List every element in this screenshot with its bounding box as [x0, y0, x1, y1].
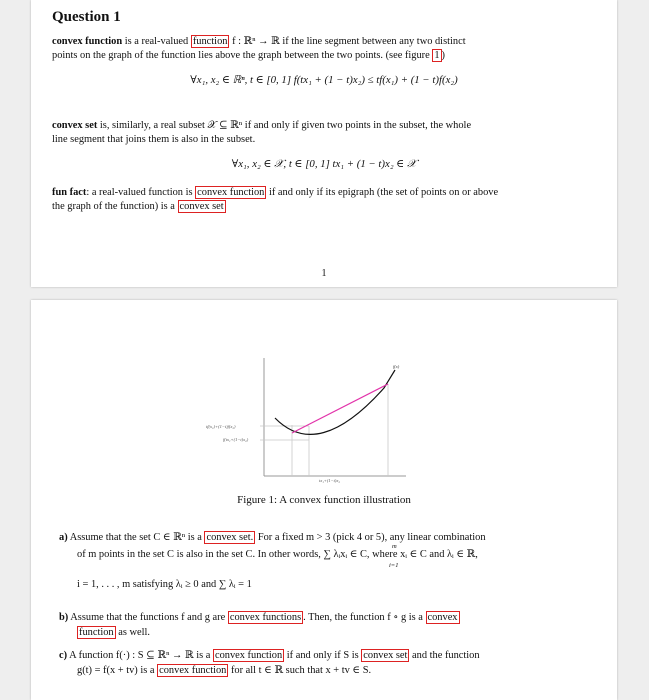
fun-fact-term: fun fact	[52, 187, 87, 198]
convex-set-equation: ∀x₁, x₂ ∈ 𝒳, t ∈ [0, 1] tx₁ + (1 − t)x₂ ∈ 𝒳	[231, 158, 417, 170]
convex-function-link-2[interactable]: convex function	[159, 665, 227, 676]
figure-caption: Figure 1: A convex function illustration	[237, 494, 411, 506]
sum-upper-limit: m	[392, 543, 397, 550]
figure-ref-link[interactable]: 1	[434, 50, 440, 61]
item-b-label: b)	[59, 612, 69, 623]
convex-set-link[interactable]: convex set	[363, 650, 408, 661]
convex-functions-link[interactable]: convex functions	[229, 612, 302, 623]
item-c-line2: g(t) = f(x + tv) is a convex function for all t ∈ ℝ such that x + tv ∈ S.	[77, 665, 372, 676]
convex-function-link[interactable]: convex function	[214, 650, 283, 661]
convex-link[interactable]: convex	[427, 612, 458, 623]
item-c: c) A function f(·) : S ⊆ ℝⁿ → ℝ is a convex function if and only if S is convex set and the function	[59, 650, 480, 661]
convex-set-term: convex set	[52, 120, 98, 131]
question-title: Question 1	[52, 9, 121, 25]
item-a-label: a)	[59, 532, 68, 543]
convex-function-term: convex function	[52, 36, 123, 47]
curve-label: f(tx₁+(1−t)x₂)	[223, 437, 249, 442]
page-1	[31, 0, 617, 287]
axis-point-label: tx₁+(1−t)x₂	[319, 478, 340, 483]
convex-set-link[interactable]: convex set	[179, 201, 224, 212]
function-link[interactable]: function	[192, 36, 228, 47]
function-link[interactable]: function	[79, 627, 114, 638]
sum-lower-limit: i=1	[389, 562, 399, 569]
item-a-line3: i = 1, . . . , m satisfying λᵢ ≥ 0 and ∑ λᵢ = 1	[77, 579, 252, 590]
item-b-line2: function as well.	[79, 627, 150, 638]
fx-label: f(x)	[393, 364, 400, 369]
item-a-line2: of m points in the set C is also in the set C. In other words, ∑ λᵢxᵢ ∈ C, where xᵢ ∈ C and λᵢ ∈ ℝ,	[77, 549, 478, 560]
fun-fact: fun fact: a real-valued function is convex function if and only if its epigraph (the set of points on or above the graph of the function) is a convex set	[52, 187, 499, 212]
item-a: a) Assume that the set C ∈ ℝⁿ is a convex set. For a fixed m > 3 (pick 4 or 5), any linear combination	[59, 532, 486, 543]
chord-label: tf(x₁)+(1−t)f(x₂)	[206, 424, 236, 429]
convex-function-equation: ∀x₁, x₂ ∈ ℝⁿ, t ∈ [0, 1] f(tx₁ + (1 − t)x₂) ≤ tf(x₁) + (1 − t)f(x₂)	[190, 74, 458, 86]
item-c-label: c)	[59, 650, 68, 661]
convex-function-link[interactable]: convex function	[197, 187, 265, 198]
convex-curve	[275, 370, 395, 434]
page-2	[31, 300, 617, 700]
convex-function-definition: convex function is a real-valued function f : ℝⁿ → ℝ if the line segment between any two distinct points on the graph of the function lies above the graph between the two points. (see figure 1 )	[52, 36, 466, 61]
convex-function-figure	[31, 300, 617, 490]
convex-set-definition: convex set is, similarly, a real subset 𝒳 ⊆ ℝⁿ if and only if given two points in the subset, the whole line segment that joins them is also in the subset.	[52, 120, 472, 145]
convex-set-link[interactable]: convex set.	[206, 532, 254, 543]
page-number: 1	[321, 268, 327, 279]
item-b: b) Assume that the functions f and g are convex functions . Then, the function f ∘ g is a convex	[59, 612, 458, 623]
